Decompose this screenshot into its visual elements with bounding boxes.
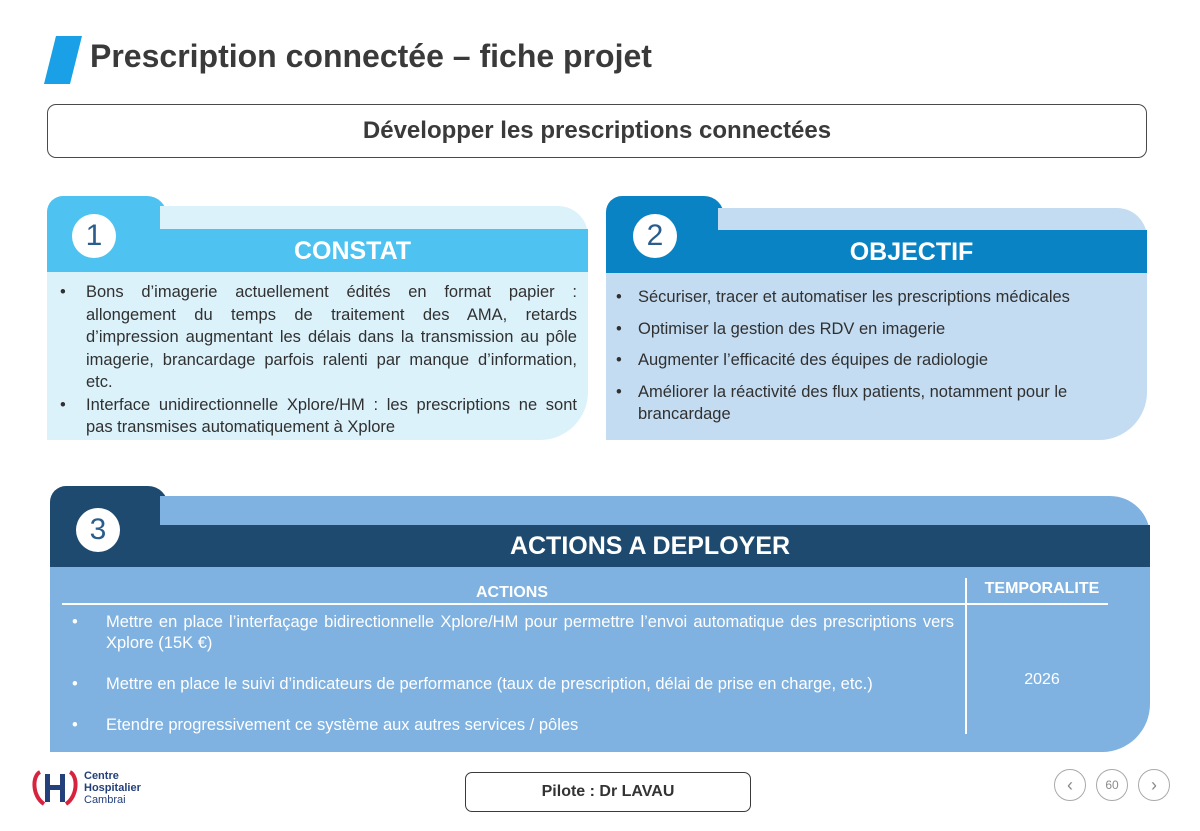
actions-list: [62, 612, 954, 756]
pilot-label: Pilote : Dr LAVAU: [541, 783, 675, 800]
list-item: • Sécuriser, tracer et automatiser les prescriptions médicales: [606, 286, 1134, 309]
hospital-logo-icon: [30, 766, 80, 810]
logo-line-2: Hospitalier: [84, 782, 141, 794]
logo-line-1: Centre: [84, 770, 119, 782]
objectif-list: [606, 286, 1134, 435]
page-number-label: 60: [1105, 778, 1119, 792]
list-item: • Augmenter l’efficacité des équipes de radiologie: [606, 349, 1134, 372]
list-item: • Optimiser la gestion des RDV en imagerie: [606, 318, 1134, 341]
list-item: • Interface unidirectionnelle Xplore/HM : les prescriptions ne sont pas transmises automatiquement à Xplore: [52, 394, 577, 439]
actions-column-header: ACTIONS: [476, 584, 548, 601]
logo-line-3: Cambrai: [84, 794, 126, 806]
constat-title: CONSTAT: [293, 237, 412, 265]
subtitle: Développer les prescriptions connectées: [362, 117, 832, 144]
page-number: [1096, 769, 1128, 801]
page-title: Prescription connectée – fiche projet: [90, 38, 652, 74]
chevron-left-icon: ‹: [1067, 774, 1073, 795]
prev-page-button[interactable]: [1054, 769, 1086, 801]
actions-title: ACTIONS A DEPLOYER: [509, 532, 791, 560]
list-item: • Mettre en place le suivi d’indicateurs de performance (taux de prescription, délai de prise en charge, etc.): [62, 674, 954, 695]
temporalite-value: 2026: [1024, 671, 1060, 688]
list-item: • Améliorer la réactivité des flux patients, notamment pour le brancardage: [606, 381, 1134, 426]
list-item: • Mettre en place l’interfaçage bidirectionnelle Xplore/HM pour permettre l’envoi automatique des prescriptions vers Xplore (15K €): [62, 612, 954, 654]
title-accent-bar: [44, 36, 82, 84]
next-page-button[interactable]: [1138, 769, 1170, 801]
objectif-number-badge: 2: [633, 214, 677, 258]
temporalite-column-header: TEMPORALITE: [984, 580, 1100, 597]
constat-number-badge: 1: [72, 214, 116, 258]
list-item: • Etendre progressivement ce système aux autres services / pôles: [62, 715, 954, 736]
actions-header-divider: [62, 603, 1108, 605]
actions-column-divider: [965, 578, 967, 734]
list-item: • Bons d’imagerie actuellement édités en format papier : allongement du temps de traitement des AMA, retards d’impression augmentant les délais dans la transmission au pôle imagerie, brancardage parfois ralenti par manque d’information, etc.: [52, 281, 577, 394]
subtitle-box: [47, 104, 1147, 158]
constat-list: [52, 281, 577, 439]
hospital-logo: [30, 766, 142, 810]
chevron-right-icon: ›: [1151, 774, 1157, 795]
pilot-box: [465, 772, 751, 812]
actions-number-badge: 3: [76, 508, 120, 552]
objectif-title: OBJECTIF: [849, 238, 974, 266]
